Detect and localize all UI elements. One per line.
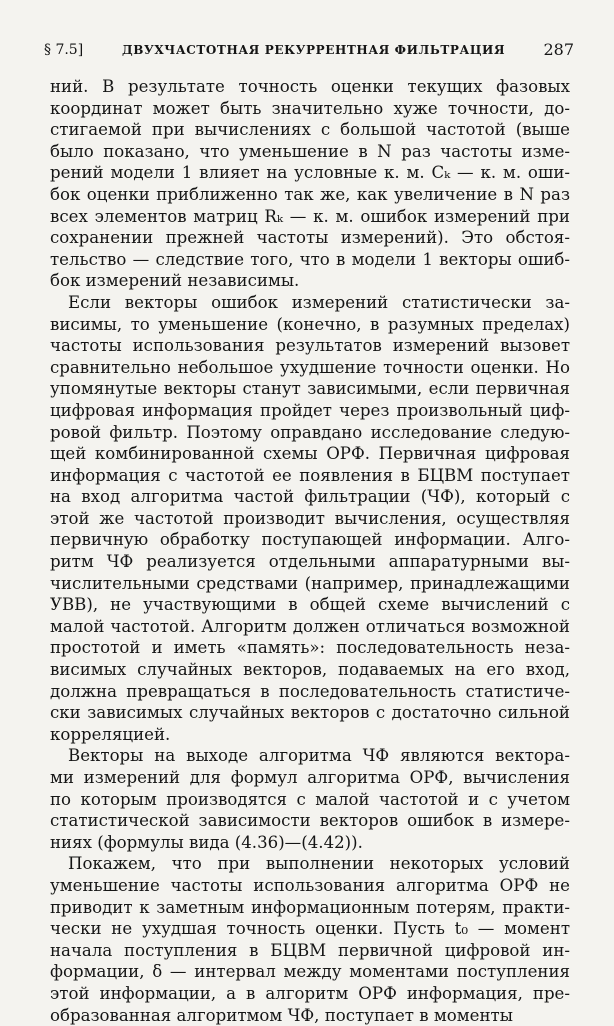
text-line: образованная алгоритмом ЧФ, поступает в моменты xyxy=(50,1005,513,1025)
text-line: ми измерений для формул алгоритма ОРФ, вычисления xyxy=(50,768,570,787)
text-line: было показано, что уменьшение в N раз частоты изме- xyxy=(50,141,570,161)
text-line: этой информации, а в алгоритм ОРФ информация, пре- xyxy=(50,983,570,1003)
text-line: ровой фильтр. Поэтому оправдано исследование следую- xyxy=(50,422,570,442)
text-line: ниях (формулы вида (4.36)—(4.42)). xyxy=(50,832,363,852)
text-line: ски зависимых случайных векторов с достаточно сильной xyxy=(50,703,570,723)
text-line: всех элементов матриц Rₖ — к. м. ошибок измерений при xyxy=(50,206,570,226)
text-line: тельство — следствие того, что в модели 1 векторы ошиб- xyxy=(50,249,570,269)
text-line: висимы, то уменьшение (конечно, в разумных пределах) xyxy=(50,314,570,334)
text-line: Векторы на выходе алгоритма ЧФ являются вектора- xyxy=(68,746,570,766)
text-line: Покажем, что при выполнении некоторых условий xyxy=(68,854,570,874)
text-line: малой частотой. Алгоритм должен отличаться возможной xyxy=(50,616,570,636)
text-line: частоты использования результатов измерений вызовет xyxy=(50,336,570,356)
text-line: по которым производятся с малой частотой и с учетом xyxy=(50,789,570,809)
text-line: сравнительно небольшое ухудшение точности оценки. Но xyxy=(50,357,570,377)
text-line: стигаемой при вычислениях с большой частотой (выше xyxy=(50,120,570,140)
text-line: координат может быть значительно хуже точности, до- xyxy=(50,98,570,118)
text-line: Если векторы ошибок измерений статистически за- xyxy=(68,292,570,312)
text-line: должна превращаться в последовательность статистиче- xyxy=(50,681,570,701)
body-text xyxy=(50,76,570,1026)
text-line: приводит к заметным информационным потерям, практи- xyxy=(50,897,570,917)
running-title: ДВУХЧАСТОТНАЯ РЕКУРРЕНТНАЯ ФИЛЬТРАЦИЯ xyxy=(122,43,506,57)
text-line: статистической зависимости векторов ошибок в измере- xyxy=(50,811,570,831)
text-line: чески не ухудшая точность оценки. Пусть t₀ — момент xyxy=(50,919,570,939)
text-line: ний. В результате точность оценки текущих фазовых xyxy=(50,77,570,96)
text-line: информация с частотой ее появления в БЦВМ поступает xyxy=(50,465,570,485)
text-line: числительными средствами (например, принадлежащими xyxy=(50,573,570,593)
section-number: § 7.5] xyxy=(44,42,84,58)
text-line: начала поступления в БЦВМ первичной цифровой ин- xyxy=(50,940,570,960)
text-line: простотой и иметь «память»: последовательность неза- xyxy=(50,638,570,658)
paragraph xyxy=(50,292,570,745)
text-line: цифровая информация пройдет через произвольный циф- xyxy=(50,400,570,420)
text-line: уменьшение частоты использования алгоритма ОРФ не xyxy=(50,875,570,895)
text-line: бок оценки приближенно так же, как увеличение в N раз xyxy=(50,184,570,204)
text-line: корреляцией. xyxy=(50,724,171,744)
text-line: сохранении прежней частоты измерений). Это обстоя- xyxy=(50,228,570,248)
text-line: первичную обработку поступающей информации. Алго- xyxy=(50,530,570,550)
text-line: упомянутые векторы станут зависимыми, если первичная xyxy=(50,379,570,399)
text-line: рений модели 1 влияет на условные к. м. Cₖ — к. м. оши- xyxy=(50,163,570,183)
text-line: УВВ), не участвующими в общей схеме вычислений с xyxy=(50,595,570,615)
text-line: щей комбинированной схемы ОРФ. Первичная цифровая xyxy=(50,444,570,464)
text-line: этой же частотой производит вычисления, осуществляя xyxy=(50,508,570,528)
paragraph xyxy=(50,76,570,292)
running-header xyxy=(44,40,574,62)
text-line: ритм ЧФ реализуется отдельными аппаратурными вы- xyxy=(50,552,570,572)
text-line: бок измерений независимы. xyxy=(50,271,300,291)
text-line: формации, δ — интервал между моментами поступления xyxy=(50,962,570,982)
page-number: 287 xyxy=(543,40,574,59)
paragraph xyxy=(50,853,570,1026)
text-line: висимых случайных векторов, подаваемых на его вход, xyxy=(50,660,570,680)
paragraph xyxy=(50,745,570,853)
text-line: на вход алгоритма частой фильтрации (ЧФ), который с xyxy=(50,487,570,507)
